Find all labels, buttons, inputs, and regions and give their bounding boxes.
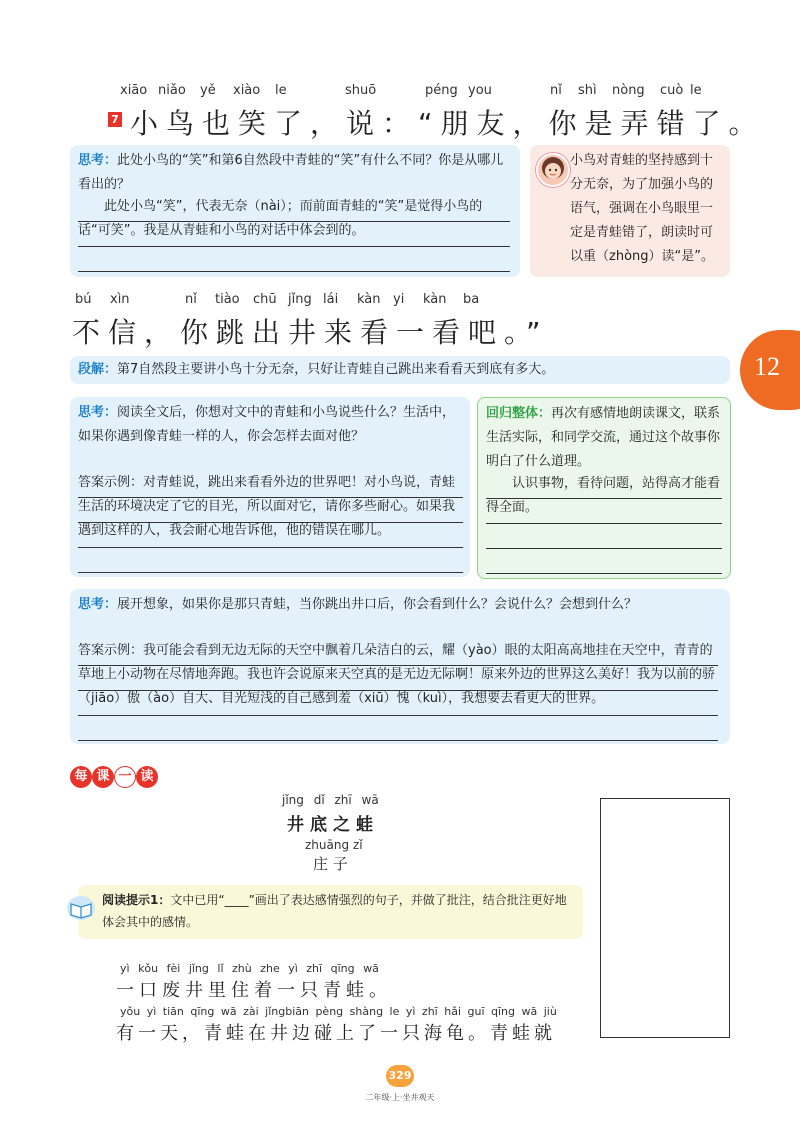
pinyin: shuō — [345, 83, 377, 98]
pinyin: you — [468, 83, 492, 98]
think2-box — [70, 397, 470, 577]
page-number: 329 — [386, 1065, 414, 1087]
think1-label: 思考： — [78, 153, 118, 168]
duanjie-label: 段解： — [78, 362, 118, 377]
badge-char: 读 — [136, 766, 158, 788]
reading-hint-label: 阅读提示1： — [102, 893, 171, 907]
pinyin: chū — [253, 292, 277, 307]
pinyin: xìn — [110, 292, 130, 307]
line2-text: 不信，你跳出井来看一看吧。” — [72, 316, 549, 349]
pinyin: nǐ — [185, 292, 197, 307]
reading-line2-pinyin: yǒu yì tiān qīng wā zài jǐngbiān pèng shàng le yì zhī hǎi guī qīng wā jiù — [120, 1005, 557, 1018]
think1-box — [70, 145, 520, 277]
reading-hint-box — [78, 885, 583, 939]
huigui-box — [477, 397, 731, 579]
think2-answer: 答案示例：对青蛙说，跳出来看看外边的世界吧！对小鸟说，青蛙生活的环境决定了它的目光，所以面对它，请你多些耐心。如果我遇到这样的人，我会耐心地告诉他，他的错误在哪儿。 — [78, 475, 456, 538]
pinyin: nǐ — [550, 83, 562, 98]
pinyin: xiào — [233, 83, 261, 98]
pinyin: lái — [323, 292, 339, 307]
duanjie-box — [70, 356, 730, 384]
pinyin: le — [690, 83, 702, 98]
pinyin: le — [275, 83, 287, 98]
line2-pinyin — [75, 292, 495, 310]
reading-line2-text: 有一天，青蛙在井边碰上了一只海龟。青蛙就 — [116, 1023, 556, 1044]
pinyin: shì — [578, 83, 597, 98]
footer-caption: 二年级·上·坐井观天 — [365, 1093, 435, 1102]
pinyin: xiāo — [120, 83, 148, 98]
think3-label: 思考： — [78, 597, 118, 612]
reading-line1-pinyin: yì kǒu fèi jǐng lǐ zhù zhe yì zhī qīng wā — [120, 962, 379, 975]
pinyin: jǐng — [288, 292, 312, 307]
reading-author: 庄 子 — [313, 855, 348, 873]
pinyin: kàn — [423, 292, 447, 307]
pinyin: nòng — [612, 83, 645, 98]
annotation-box — [600, 798, 730, 1038]
lesson-number: 12 — [754, 352, 780, 381]
duanjie-text: 第7自然段主要讲小鸟十分无奈，只好让青蛙自己跳出来看看天到底有多大。 — [117, 362, 555, 377]
huigui-answer: 认识事物，看待问题，站得高才能看得全面。 — [486, 476, 721, 515]
huigui-label: 回归整体： — [486, 406, 552, 421]
reading-hint-text: 文中已用“____”画出了表达感情强烈的句子，并做了批注，结合批注更好地体会其中的感情。 — [102, 893, 567, 929]
pinyin: niǎo — [158, 83, 186, 98]
note1-box — [530, 145, 730, 277]
pinyin: cuò — [660, 83, 684, 98]
reading-line1-text: 一口废井里住着一只青蛙。 — [116, 980, 392, 1001]
badge-char: 课 — [92, 766, 114, 788]
daily-reading-badge — [70, 765, 170, 791]
pinyin: kàn — [357, 292, 381, 307]
book-icon — [66, 895, 96, 921]
badge-char: 一 — [114, 766, 136, 788]
think3-question: 展开想象，如果你是那只青蛙，当你跳出井口后，你会看到什么？会说什么？会想到什么？ — [117, 597, 638, 612]
lesson-number-tab — [740, 330, 800, 410]
pinyin: yě — [200, 83, 216, 98]
huigui-question: 再次有感情地朗读课文，联系生活实际，和同学交流，通过这个故事你明白了什么道理。 — [486, 406, 721, 469]
pinyin: bú — [75, 292, 92, 307]
think1-answer: 此处小鸟“笑”，代表无奈（nài）；而前面青蛙的“笑”是觉得小鸟的话“可笑”。我是从青蛙和小鸟的对话中体会到的。 — [78, 199, 483, 238]
think2-question: 阅读全文后，你想对文中的青蛙和小鸟说些什么？生活中，如果你遇到像青蛙一样的人，你会怎样去面对他？ — [78, 405, 456, 444]
pinyin: tiào — [215, 292, 240, 307]
badge-char: 每 — [70, 766, 92, 788]
line1-text: 小鸟也笑了，说：“朋友，你是弄错了。 — [130, 107, 765, 140]
line1-pinyin — [120, 83, 740, 101]
think1-question: 此处小鸟的“笑”和第6自然段中青蛙的“笑”有什么不同？你是从哪儿看出的？ — [78, 153, 504, 192]
think2-label: 思考： — [78, 405, 118, 420]
girl-avatar-icon — [536, 153, 570, 187]
pinyin: péng — [425, 83, 458, 98]
think3-box — [70, 589, 730, 744]
pinyin: ba — [463, 292, 480, 307]
reading-title-pinyin: jǐng dǐ zhī wā — [282, 793, 379, 807]
pinyin: yi — [393, 292, 405, 307]
para-number-badge: 7 — [108, 112, 122, 127]
reading-author-pinyin: zhuāng zǐ — [305, 838, 363, 852]
think3-answer: 答案示例：我可能会看到无边无际的天空中飘着几朵洁白的云，耀（yào）眼的太阳高高地挂在天空中，青青的草地上小动物在尽情地奔跑。我也许会说原来天空真的是无边无际啊！原来外边的世界这么美好！我为以前的骄（jiāo）傲（ào）自大、目光短浅的自己感到羞（xiū）愧（kuì），我想要去看更大的世界。 — [78, 643, 716, 706]
reading-title: 井底之蛙 — [287, 815, 379, 835]
note1-text: 小鸟对青蛙的坚持感到十分无奈，为了加强小鸟的语气，强调在小鸟眼里一定是青蛙错了，朗读时可以重（zhòng）读“是”。 — [570, 153, 714, 264]
